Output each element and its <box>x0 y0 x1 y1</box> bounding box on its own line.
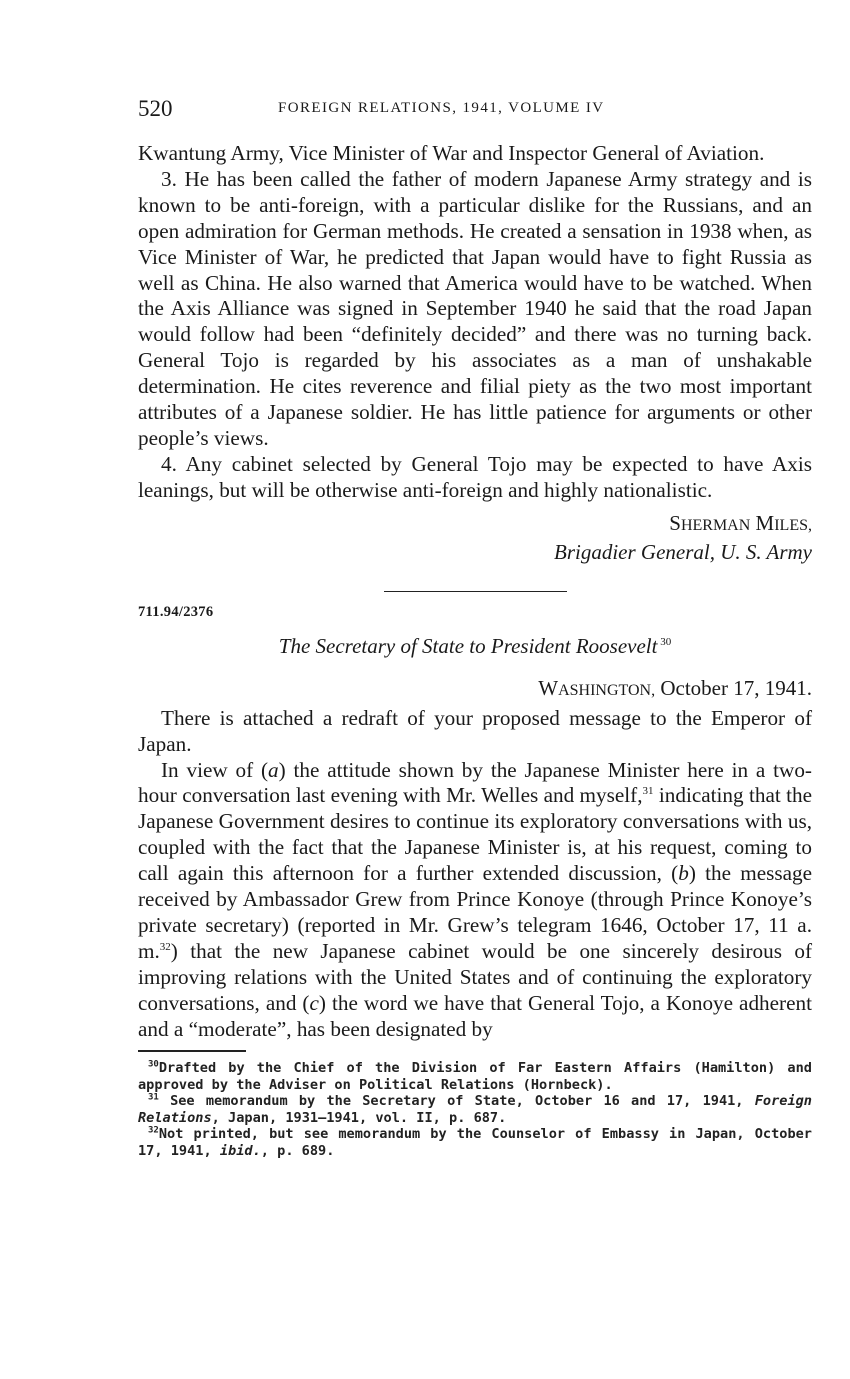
document-title-text: The Secretary of State to President Roosevelt <box>278 633 658 658</box>
dateline-place: WASHINGTON, <box>538 675 656 700</box>
footnote-ref-32: 32 <box>159 940 171 953</box>
document-title <box>138 634 812 664</box>
signature-title: Brigadier General, U. S. Army <box>554 539 812 564</box>
letter-paragraph-2-part-3: ) that the new Japanese cabinet would be one sincerely desirous of improving relations with the United States and of continuing the exploratory conversations, and (c) the word we have that General Tojo, a Konoye adherent and a “moderate”, has been designated by <box>138 938 812 1041</box>
dateline <box>138 676 812 706</box>
running-head-title: FOREIGN RELATIONS, 1941, VOLUME IV <box>278 100 605 116</box>
letter-paragraph-2-part-2: indicating that the Japanese Government desires to continue its exploratory conversations with us, coupled with the fact that the Japanese Minister is, at his request, coming to call again this afternoon for a further extended discussion, (b) the message received by Ambassador Grew from Prince Konoye (through Prince Konoye’s private secretary) (reported in Mr. Grew’s telegram 1646, October 17, 11 a. m. <box>138 783 812 963</box>
dateline-date: October 17, 1941. <box>660 675 812 700</box>
footnotes <box>138 1060 812 1159</box>
memo-paragraph-3: 3. He has been called the father of modern Japanese Army strategy and is known to be anti-foreign, with a particular dislike for the Russians, and an open admiration for German methods. He created a sensation in 1938 when, as Vice Minister of War, he predicted that Japan would have to fight Russia as well as China. He also warned that America would have to be watched. When the Axis Alliance was signed in September 1940 he said that the road Japan would follow had been “definitely decided” and there was no turning back. General Tojo is regarded by his associates as a man of unshakable determination. He cites reverence and filial piety as the two most important attributes of a Japanese soldier. He has little patience for arguments or other people’s views. <box>138 166 812 450</box>
signature-name: SHERMAN MILES, <box>669 510 812 535</box>
section-divider <box>384 591 567 592</box>
signature-block <box>138 510 812 565</box>
file-number: 711.94/2376 <box>138 603 214 620</box>
memo-paragraph-continued: Kwantung Army, Vice Minister of War and Inspector General of Aviation. <box>138 141 765 165</box>
memo-paragraph-4: 4. Any cabinet selected by General Tojo may be expected to have Axis leanings, but will be otherwise anti-foreign and highly nationalistic. <box>138 451 812 502</box>
letter-paragraph-2 <box>138 758 812 1043</box>
document-page <box>138 96 812 1159</box>
footnote-31: $^{31}$ See memorandum by the Secretary of State, October 16 and 17, 1941, Foreign Relations, Japan, 1931–1941, vol. II, p. 687. <box>138 1092 812 1126</box>
footnote-ref-30: 30 <box>660 635 672 648</box>
footnote-ref-31: 31 <box>642 785 654 798</box>
footnote-divider <box>138 1050 246 1052</box>
footnote-32: $^{32}$Not printed, but see memorandum by the Counselor of Embassy in Japan, October 17, 1941, ibid., p. 689. <box>138 1125 812 1159</box>
page-number: 520 <box>138 96 173 121</box>
letter-paragraph-2-part-1: In view of (a) the attitude shown by the Japanese Minister here in a two-hour conversation last evening with Mr. Welles and myself, <box>138 757 812 808</box>
letter-paragraph-1: There is attached a redraft of your proposed message to the Emperor of Japan. <box>138 705 812 756</box>
footnote-30: $^{30}$Drafted by the Chief of the Division of Far Eastern Affairs (Hamilton) and approved by the Adviser on Political Relations (Hornbeck). <box>138 1059 812 1093</box>
running-head <box>138 96 812 126</box>
